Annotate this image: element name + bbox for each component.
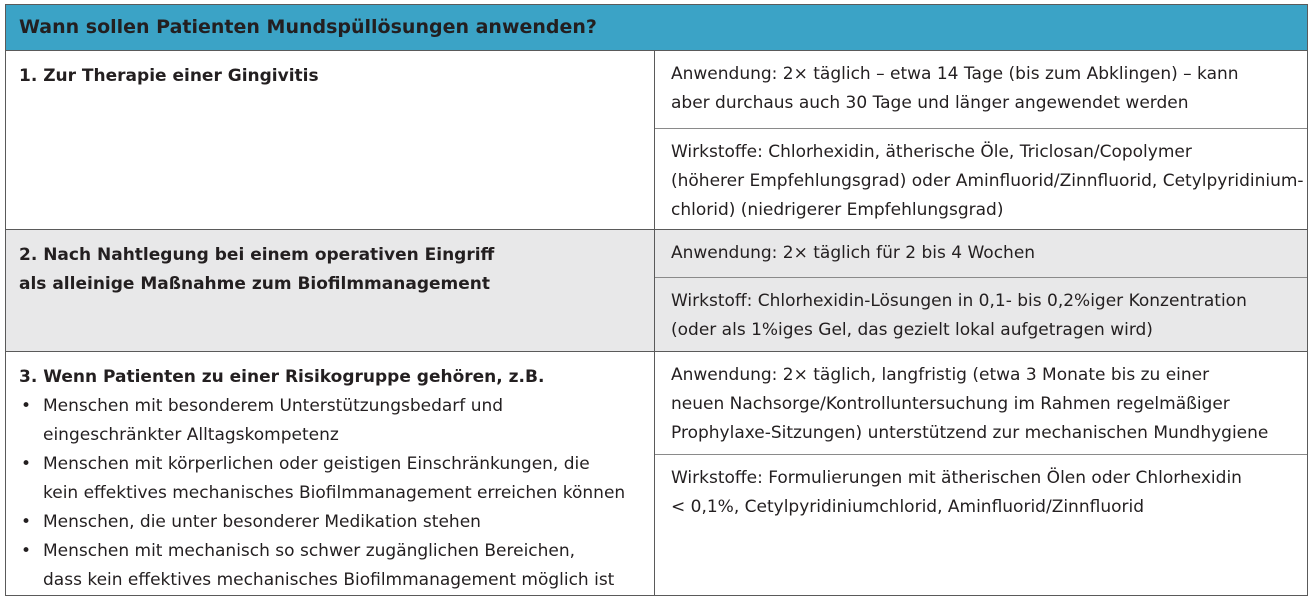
active-ingredients-text: Wirkstoffe: Chlorhexidin, ätherische Öle, Triclosan/Copolymer (höherer Empfehlungsgrad) oder Aminfluorid/Zinnfluorid, Cetylpyridinium- chlorid) (niedrigerer Empfehlungsgrad)	[671, 142, 1304, 220]
application-text: Anwendung: 2× täglich, langfristig (etwa 3 Monate bis zu einer neuen Nachsorge/Kontrolluntersuchung im Rahmen regelmäßiger Prophylaxe-Sitzungen) unterstützend zur mechanischen Mundhygiene	[671, 365, 1269, 443]
risk-group-list	[19, 392, 625, 595]
list-item: • Menschen mit körperlichen oder geistigen Einschränkungen, die kein effektives mechanisches Biofilmmanagement erreichen können	[19, 450, 625, 508]
table-row-suture	[6, 230, 1307, 352]
mouthwash-recommendation-table	[5, 4, 1308, 596]
row-title-cell	[6, 51, 655, 229]
table-row-risk-group	[6, 352, 1307, 595]
application-text: Anwendung: 2× täglich für 2 bis 4 Wochen	[671, 243, 1036, 263]
row-title-cell	[6, 352, 655, 595]
row-title: 1. Zur Therapie einer Gingivitis	[19, 66, 319, 86]
application-cell	[655, 352, 1307, 455]
row-title: 2. Nach Nahtlegung bei einem operativen Eingriff als alleinige Maßnahme zum Biofilmmanagement	[19, 245, 495, 294]
active-ingredients-cell	[655, 455, 1307, 595]
list-item: • Menschen, die unter besonderer Medikation stehen	[19, 508, 625, 537]
bullet-icon: •	[21, 454, 32, 474]
row-title-cell	[6, 230, 655, 351]
application-cell	[655, 230, 1307, 278]
active-ingredients-text: Wirkstoff: Chlorhexidin-Lösungen in 0,1- bis 0,2%iger Konzentration (oder als 1%iges Gel, das gezielt lokal aufgetragen wird)	[671, 291, 1247, 340]
table-header	[6, 5, 1307, 51]
row-title: 3. Wenn Patienten zu einer Risikogruppe gehören, z.B.	[19, 367, 545, 387]
active-ingredients-cell	[655, 278, 1307, 352]
list-item: • Menschen mit besonderem Unterstützungsbedarf und eingeschränkter Alltagskompetenz	[19, 392, 625, 450]
application-text: Anwendung: 2× täglich – etwa 14 Tage (bis zum Abklingen) – kann aber durchaus auch 30 Tage und länger angewendet werden	[671, 64, 1239, 113]
table-title: Wann sollen Patienten Mundspüllösungen anwenden?	[19, 16, 597, 38]
active-ingredients-text: Wirkstoffe: Formulierungen mit ätherischen Ölen oder Chlorhexidin < 0,1%, Cetylpyridiniumchlorid, Aminfluorid/Zinnfluorid	[671, 468, 1242, 517]
bullet-icon: •	[21, 512, 32, 532]
list-item: • Menschen mit mechanisch so schwer zugänglichen Bereichen, dass kein effektives mechanisches Biofilmmanagement möglich ist	[19, 537, 625, 595]
application-cell	[655, 51, 1307, 129]
bullet-icon: •	[21, 541, 32, 561]
bullet-icon: •	[21, 396, 32, 416]
active-ingredients-cell	[655, 129, 1307, 230]
table-row-gingivitis	[6, 51, 1307, 230]
